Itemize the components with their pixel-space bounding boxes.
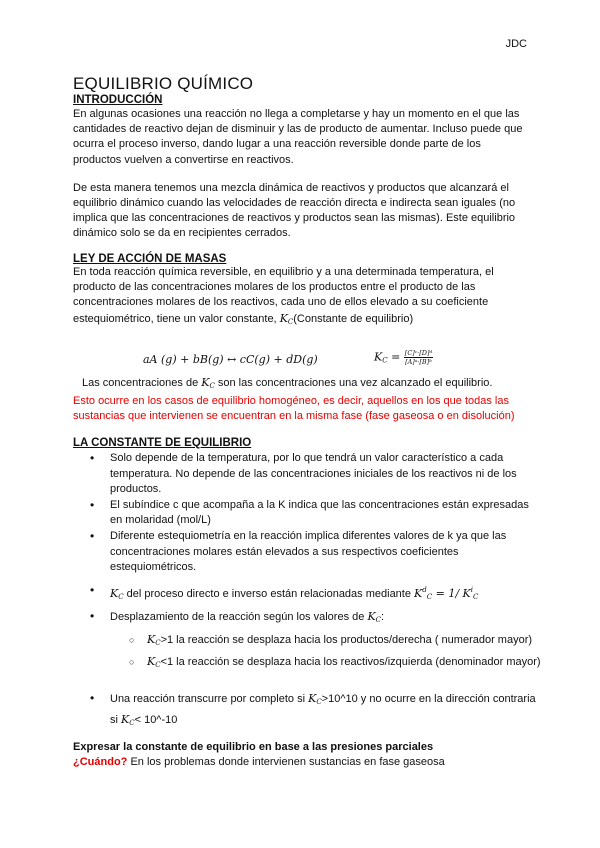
ley-heading: LEY DE ACCIÓN DE MASAS — [73, 253, 227, 265]
page-title: EQUILIBRIO QUÍMICO — [73, 74, 254, 93]
ley-paragraph: En toda reacción química reversible, en equilibrio y a una determinada temperatura, el producto de las concentraciones molares de los productos entre el producto de las concentraciones molares de los reactivos, cada uno de ellos elevado a su coeficiente estequiométrico, tiene un valor constante, $K_C(Constante$ de equilibrio) — [73, 266, 494, 326]
list-item: • Una reacción transcurre por completo si $K_C>10\^{}10$ y no ocurre en la dirección contraria si $K_C<$ 10^-10 — [73, 690, 543, 732]
shift-sublist — [73, 631, 543, 674]
kc-symbol: $K_C$ — [279, 311, 294, 326]
constante-list — [73, 451, 543, 629]
sub-list-item: ○ $K_C<1$ la reacción se desplaza hacia los reactivos/izquierda (denominador mayor) — [73, 653, 543, 675]
intro-paragraph-2: De esta manera tenemos una mezcla dinámica de reactivos y productos que alcanzará el equilibrio dinámico cuando las velocidades de reacción directa e indirecta sean iguales (no implica que las concentraciones de reactivos y productos sean las mismas). Este equilibrio dinámico solo se da en recipientes cerrados. — [73, 181, 516, 240]
cuando-label: ¿Cuándo? — [73, 756, 128, 768]
constante-heading: LA CONSTANTE DE EQUILIBRIO — [73, 437, 252, 449]
intro-heading: INTRODUCCIÓN — [73, 94, 163, 106]
kc-note: Las concentraciones de $K_C$ son las concentraciones una vez alcanzado el equilibrio. — [82, 376, 493, 390]
list-item: • Diferente estequiometría en la reacción implica diferentes valores de k ya que las concentraciones molares están elevados a sus respectivos coeficientes estequiométricos. — [73, 529, 543, 576]
list-item: • El subíndice c que acompaña a la K indica que las concentraciones están expresadas en molaridad (mol/L) — [73, 498, 543, 529]
sub-list-item: ○ $K_C>1$ la reacción se desplaza hacia los productos/derecha ( numerador mayor) — [73, 631, 543, 653]
kc-fraction: $\frac{\text{[C]ᶜ·[D]ᵈ}}{\text{[A]ᵃ·[B]ᵇ}}$ — [404, 349, 433, 366]
list-item: • Desplazamiento de la reacción según los valores de $K_C$: — [73, 609, 543, 629]
intro-section — [73, 94, 531, 242]
presiones-heading: Expresar la constante de equilibrio en base a las presiones parciales — [73, 741, 434, 753]
reaction-equation: aA (g) + bB(g) ↔ cC(g) + dD(g) — [143, 353, 318, 366]
header-initials: JDC — [505, 38, 527, 50]
constante-section — [73, 437, 543, 732]
cuando-line: ¿Cuándo? En los problemas donde intervienen sustancias en fase gaseosa — [73, 756, 445, 768]
homogeneous-note: Esto ocurre en los casos de equilibrio homogéneo, es decir, aquellos en los que todas las sustancias que intervienen se encuentran en la misma fase (fase gaseosa o en disolución) — [73, 395, 515, 423]
constante-list-2 — [73, 690, 543, 732]
ley-section — [73, 253, 531, 330]
list-item: • $K_C$ del proceso directo e inverso están relacionadas mediante $K^d_C = 1/$ $K^i_C$ — [73, 583, 543, 606]
list-item: • Solo depende de la temperatura, por lo que tendrá un valor característico a cada temperatura. No depende de las concentraciones iniciales de los reactivos ni de los productos. — [73, 451, 543, 498]
intro-paragraph-1: En algunas ocasiones una reacción no llega a completarse y hay un momento en el que las cantidades de reactivo dejan de disminuir y las de producto de aumentar. Incluso puede que ocurra el proceso inverso, dando lugar a una reacción reversible donde parte de los productos vuelven a convertirse en reactivos. — [73, 108, 523, 166]
kc-expression: $K_C$ = $\frac{\text{[C]ᶜ·[D]ᵈ}}{\text{[A]ᵃ·[B]ᵇ}}$ — [374, 349, 433, 366]
